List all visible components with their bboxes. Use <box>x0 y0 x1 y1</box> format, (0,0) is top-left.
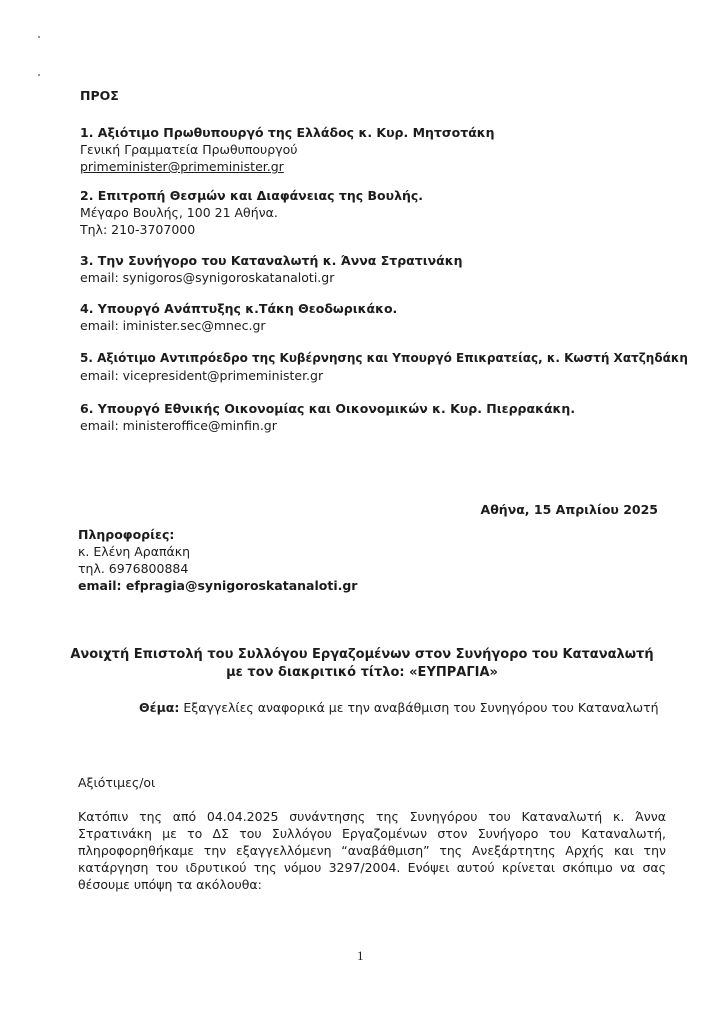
page-number: 1 <box>357 948 364 963</box>
date-line: Αθήνα, 15 Απριλίου 2025 <box>480 502 658 517</box>
to-label: ΠΡΟΣ <box>80 88 119 103</box>
recipient-name: 6. Υπουργό Εθνικής Οικονομίας και Οικονομικών κ. Κυρ. Πιερρακάκη. <box>80 401 576 416</box>
recipient-name: 4. Υπουργό Ανάπτυξης κ.Τάκη Θεοδωρικάκο. <box>80 301 398 316</box>
recipient-3 <box>80 252 462 286</box>
recipient-email-link[interactable]: primeminister@primeminister.gr <box>80 159 284 174</box>
contact-info <box>78 526 357 594</box>
recipient-name: 2. Επιτροπή Θεσμών και Διαφάνειας της Βουλής. <box>80 188 424 203</box>
scan-speck <box>38 74 40 76</box>
salutation: Αξιότιμες/οι <box>78 775 156 790</box>
recipient-email: email: iminister.sec@mnec.gr <box>80 318 266 333</box>
recipient-office: Γενική Γραμματεία Πρωθυπουργού <box>80 142 298 157</box>
contact-name: κ. Ελένη Αραπάκη <box>78 544 191 559</box>
recipient-2 <box>80 187 423 238</box>
recipient-5 <box>80 350 688 384</box>
recipient-6 <box>80 400 575 434</box>
letter-title-line-2: με τον διακριτικό τίτλο: «ΕΥΠΡΑΓΙΑ» <box>226 665 498 680</box>
recipient-name: 3. Την Συνήγορο του Καταναλωτή κ. Άννα Στρατινάκη <box>80 253 463 268</box>
subject-line <box>139 700 659 715</box>
subject-label: Θέμα: <box>139 700 180 715</box>
scan-speck <box>38 36 40 38</box>
recipient-address: Μέγαρο Βουλής, 100 21 Αθήνα. <box>80 205 278 220</box>
recipient-email: email: synigoros@synigoroskatanaloti.gr <box>80 270 335 285</box>
body-paragraph: Κατόπιν της από 04.04.2025 συνάντησης της Συνηγόρου του Καταναλωτή κ. Άννα Στρατινάκη με το ΔΣ του Συλλόγου Εργαζομένων στον Συνήγορο του Καταναλωτή, πληροφορηθήκαμε την εξαγγελλόμενη “αναβάθμιση” της Ανεξάρτητης Αρχής και την κατάργηση του ιδρυτικού της νόμου 3297/2004. Ενόψει αυτού κρίνεται σκόπιμο να σας θέσουμε υπόψη τα ακόλουθα: <box>78 809 666 892</box>
recipient-email: email: vicepresident@primeminister.gr <box>80 368 324 383</box>
recipient-email: email: ministeroffice@minfin.gr <box>80 418 277 433</box>
recipient-name: 5. Αξιότιμο Αντιπρόεδρο της Κυβέρνησης και Υπουργό Επικρατείας, κ. Κωστή Χατζηδάκη <box>80 351 688 365</box>
recipient-4 <box>80 300 397 334</box>
contact-phone: τηλ. 6976800884 <box>78 561 189 576</box>
recipient-name: 1. Αξιότιμο Πρωθυπουργό της Ελλάδος κ. Κυρ. Μητσοτάκη <box>80 125 495 140</box>
contact-email: email: efpragia@synigoroskatanaloti.gr <box>78 578 358 593</box>
contact-label: Πληροφορίες: <box>78 527 175 542</box>
subject-text: Εξαγγελίες αναφορικά με την αναβάθμιση του Συνηγόρου του Καταναλωτή <box>179 700 659 715</box>
letter-title-line-1: Ανοιχτή Επιστολή του Συλλόγου Εργαζομένων στον Συνήγορο του Καταναλωτή <box>70 647 654 662</box>
recipient-1 <box>80 124 495 175</box>
recipient-phone: Τηλ: 210-3707000 <box>80 222 196 237</box>
